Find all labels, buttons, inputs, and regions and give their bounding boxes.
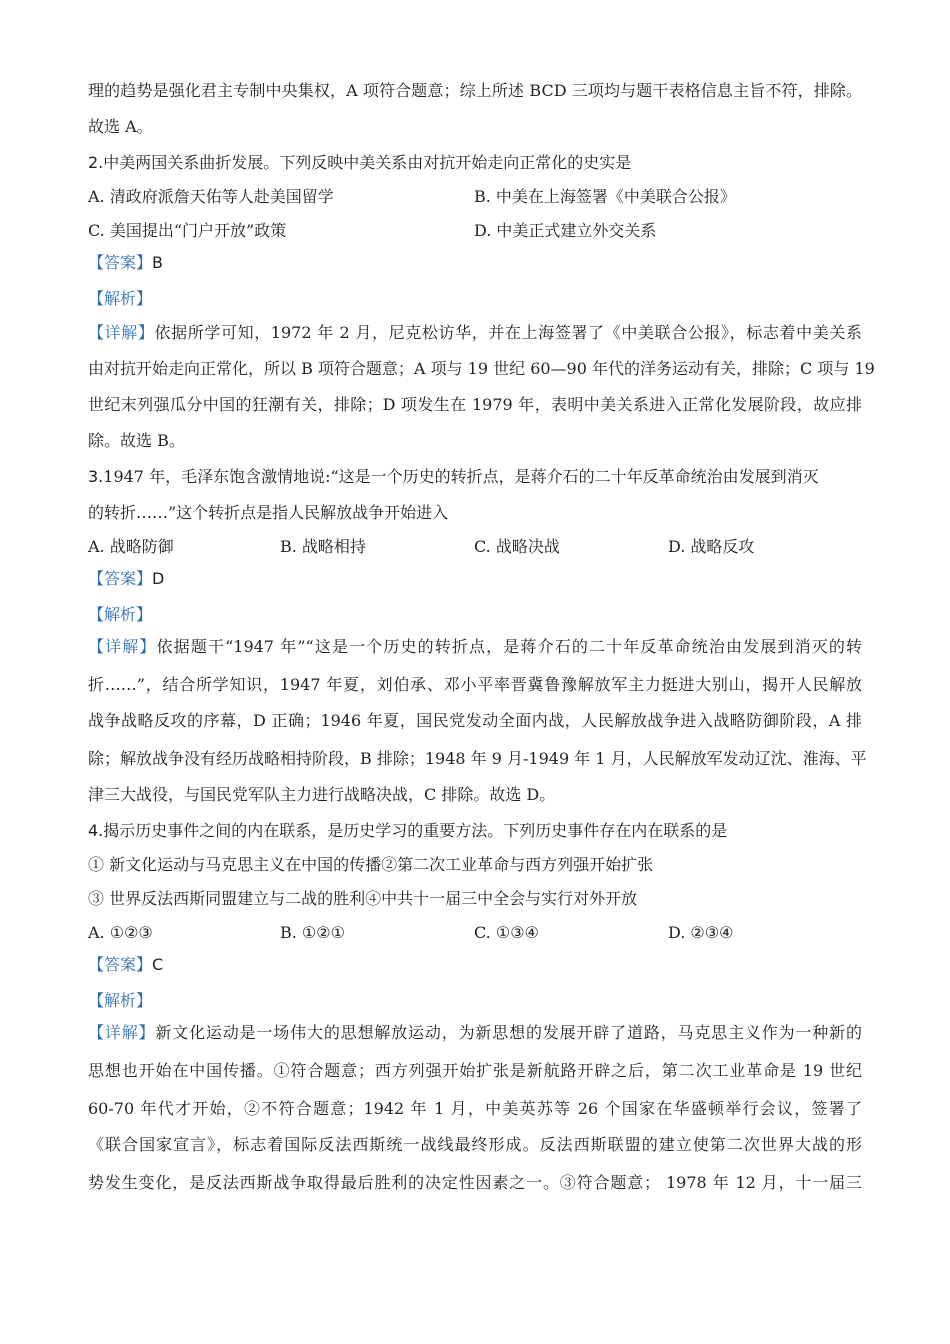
q2-option-d: D. 中美正式建立外交关系 xyxy=(474,221,657,240)
answer-tag: 【答案】 xyxy=(88,955,153,974)
question-number: 2. xyxy=(88,153,104,172)
question-number: 4. xyxy=(88,821,104,840)
question-2-stem xyxy=(88,152,631,174)
q3-detail-line1 xyxy=(88,636,862,658)
q4-detail-line5: 势发生变化，是反法西斯战争取得最后胜利的决定性因素之一。③符合题意； 1978 年 12 月，十一届三 xyxy=(88,1173,862,1192)
detail-tag: 【详解】 xyxy=(88,1023,156,1042)
answer-value: D xyxy=(152,569,165,588)
q3-option-a: A. 战略防御 xyxy=(88,537,174,556)
q3-option-d: D. 战略反攻 xyxy=(668,537,755,556)
q4-detail-line4: 《联合国家宣言》，标志着国际反法西斯统一战线最终形成。反法西斯联盟的建立使第二次世界大战的形 xyxy=(88,1135,862,1154)
question-number: 3. xyxy=(88,467,104,486)
q1-tail-line2: 故选 A。 xyxy=(88,117,153,136)
answer-tag: 【答案】 xyxy=(88,253,153,272)
q2-detail-line4: 除。故选 B。 xyxy=(88,431,185,450)
q4-detail-line3: 60-70 年代才开始，②不符合题意；1942 年 1 月，中美英苏等 26 个国家在华盛顿举行会议，签署了 xyxy=(88,1099,862,1118)
q4-item-line1: ① 新文化运动与马克思主义在中国的传播②第二次工业革命与西方列强开始扩张 xyxy=(88,855,654,874)
q4-option-b: B. ①②① xyxy=(280,923,345,942)
q3-analysis-tag: 【解析】 xyxy=(88,605,153,624)
q2-option-b: B. 中美在上海签署《中美联合公报》 xyxy=(474,187,736,206)
question-text: 1947 年，毛泽东饱含激情地说:“这是一个历史的转折点，是蒋介石的二十年反革命统治由发展到消灭 xyxy=(103,467,819,486)
q2-option-c: C. 美国提出“门户开放”政策 xyxy=(88,221,287,240)
q3-detail-line2: 折……”，结合所学知识，1947 年夏，刘伯承、邓小平率晋冀鲁豫解放军主力挺进大别山，揭开人民解放 xyxy=(88,675,862,694)
q4-option-d: D. ②③④ xyxy=(668,923,734,942)
q4-detail-line1 xyxy=(88,1022,862,1044)
q4-item-line2: ③ 世界反法西斯同盟建立与二战的胜利④中共十一届三中全会与实行对外开放 xyxy=(88,889,638,908)
q3-detail-line5: 津三大战役，与国民党军队主力进行战略决战，C 排除。故选 D。 xyxy=(88,785,556,804)
q2-analysis-tag: 【解析】 xyxy=(88,289,153,308)
q2-detail-line2: 由对抗开始走向正常化，所以 B 项符合题意；A 项与 19 世纪 60—90 年代的洋务运动有关，排除；C 项与 19 xyxy=(88,359,875,378)
detail-text: 新文化运动是一场伟大的思想解放运动，为新思想的发展开辟了道路，马克思主义作为一种新的 xyxy=(155,1023,862,1042)
detail-tag: 【详解】 xyxy=(88,323,155,342)
question-3-stem-line1 xyxy=(88,466,819,488)
q4-analysis-tag: 【解析】 xyxy=(88,991,153,1010)
q2-detail-line3: 世纪末列强瓜分中国的狂潮有关，排除；D 项发生在 1979 年，表明中美关系进入正常化发展阶段，故应排 xyxy=(88,395,862,414)
q3-detail-line4: 除；解放战争没有经历战略相持阶段，B 排除；1948 年 9 月-1949 年 1 月，人民解放军发动辽沈、淮海、平 xyxy=(88,749,867,768)
detail-tag: 【详解】 xyxy=(88,637,157,656)
q3-detail-line3: 战争战略反攻的序幕，D 正确；1946 年夏，国民党发动全面内战，人民解放战争进入战略防御阶段，A 排 xyxy=(88,711,862,730)
q2-answer xyxy=(88,252,163,274)
question-text: 揭示历史事件之间的内在联系，是历史学习的重要方法。下列历史事件存在内在联系的是 xyxy=(103,821,728,840)
question-4-stem xyxy=(88,820,727,842)
question-text: 中美两国关系曲折发展。下列反映中美关系由对抗开始走向正常化的史实是 xyxy=(103,153,632,172)
q4-detail-line2: 思想也开始在中国传播。①符合题意；西方列强开始扩张是新航路开辟之后，第二次工业革命是 19 世纪 xyxy=(88,1061,862,1080)
question-3-stem-line2: 的转折……”这个转折点是指人民解放战争开始进入 xyxy=(88,503,449,522)
detail-text: 依据所学可知，1972 年 2 月，尼克松访华，并在上海签署了《中美联合公报》，标志着中美关系 xyxy=(154,323,862,342)
q2-option-a: A. 清政府派詹天佑等人赴美国留学 xyxy=(88,187,334,206)
q4-option-c: C. ①③④ xyxy=(474,923,539,942)
q3-option-c: C. 战略决战 xyxy=(474,537,560,556)
q4-option-a: A. ①②③ xyxy=(88,923,153,942)
detail-text: 依据题干“1947 年”“这是一个历史的转折点，是蒋介石的二十年反革命统治由发展到消灭的转 xyxy=(156,637,862,656)
q4-answer xyxy=(88,954,163,976)
answer-tag: 【答案】 xyxy=(88,569,153,588)
answer-value: C xyxy=(152,955,164,974)
answer-value: B xyxy=(152,253,163,272)
q3-option-b: B. 战略相持 xyxy=(280,537,366,556)
q2-detail-line1 xyxy=(88,322,862,344)
q1-tail-line1: 理的趋势是强化君主专制中央集权，A 项符合题意；综上所述 BCD 三项均与题干表格信息主旨不符，排除。 xyxy=(88,81,862,100)
q3-answer xyxy=(88,568,164,590)
